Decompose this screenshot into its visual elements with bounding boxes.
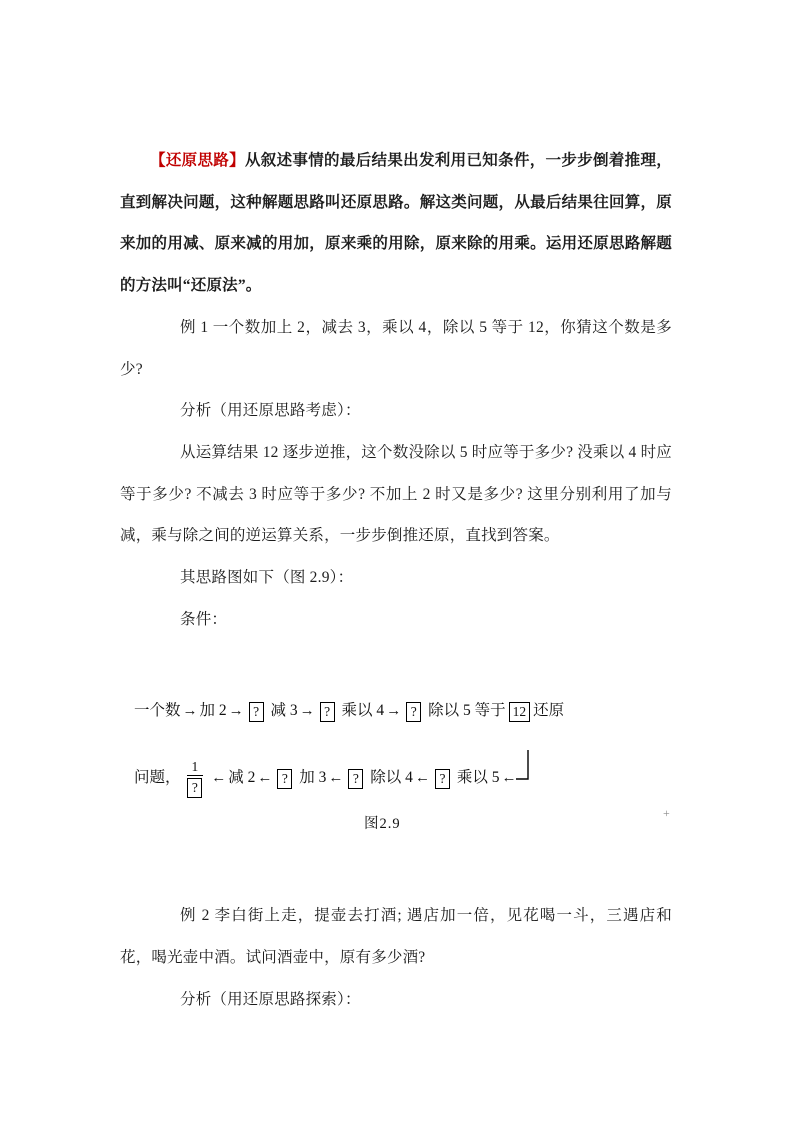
step-op: 减 3 (270, 702, 298, 720)
condition-label: 条件： (180, 610, 228, 628)
step-op: 乘以 5 (456, 769, 500, 787)
value-box: ? (320, 702, 335, 722)
step-op: 除以 4 (370, 769, 413, 787)
result-box: 12 (509, 702, 531, 722)
cursor-mark: + (663, 806, 670, 820)
flow-diagram (120, 698, 672, 833)
elbow-connector-icon (516, 748, 532, 786)
value-box: ? (348, 769, 363, 789)
step-op: 加 3 (299, 769, 327, 787)
example1-paragraph: 例 1 一个数加上 2，减去 3，乘以 4，除以 5 等于 12，你猜这个数是多少? (120, 318, 672, 378)
intro-text: 从叙述事情的最后结果出发利用已知条件，一步步倒着推理，直到解决问题，这种解题思路叫还原思路。解这类问题，从最后结果往回算，原来加的用减、原来减的用加，原来乘的用除，原来除的用乘。运用还原思路解题的方法叫“还原法”。 (120, 152, 673, 295)
start-label: 一个数 (134, 702, 181, 720)
arrow-left-icon: ← (501, 770, 517, 787)
fraction-numerator: 1 (187, 759, 204, 776)
problem-label: 问题， (134, 769, 181, 787)
analysis1-label: 分析（用还原思路考虑）： (180, 402, 361, 420)
analysis2-label: 分析（用还原思路探索）： (180, 990, 361, 1008)
answer-fraction (187, 759, 204, 798)
arrow-right-icon: → (228, 703, 244, 720)
step-op: 乘以 4 (341, 702, 385, 720)
analysis1-body: 从运算结果 12 逐步逆推，这个数没除以 5 时应等于多少? 没乘以 4 时应等于多少? 不减去 3 时应等于多少? 不加上 2 时又是多少? 这里分别利用了加与减，乘与除之间的逆运算关系，一步步倒推还原，直找到答案。 (120, 443, 672, 545)
value-box: ? (249, 702, 264, 722)
arrow-left-icon: ← (211, 770, 227, 787)
diagram-backward-row (134, 748, 672, 798)
example2-paragraph: 例 2 李白街上走，提壶去打酒; 遇店加一倍，见花喝一斗，三遇店和花，喝光壶中酒。试问酒壶中，原有多少酒? (120, 907, 672, 967)
step-op: 减 2 (228, 769, 256, 787)
arrow-left-icon: ← (414, 770, 430, 787)
arrow-right-icon: → (182, 703, 198, 720)
step-op: 加 2 (199, 702, 227, 720)
restore-label: 还原 (533, 702, 565, 720)
step-op: 除以 5 等于 (428, 702, 506, 720)
topic-tag: 【还原思路】 (150, 152, 245, 169)
figure-intro: 其思路图如下（图 2.9）： (180, 569, 354, 587)
answer-box: ? (187, 778, 202, 798)
figure-caption: 图2.9 (364, 816, 401, 833)
value-box: ? (277, 769, 292, 789)
arrow-right-icon: → (299, 703, 315, 720)
value-box: ? (406, 702, 421, 722)
arrow-left-icon: ← (257, 770, 273, 787)
value-box: ? (435, 769, 450, 789)
diagram-forward-row (134, 698, 672, 724)
intro-paragraph (120, 140, 672, 307)
arrow-right-icon: → (386, 703, 402, 720)
arrow-left-icon: ← (328, 770, 344, 787)
